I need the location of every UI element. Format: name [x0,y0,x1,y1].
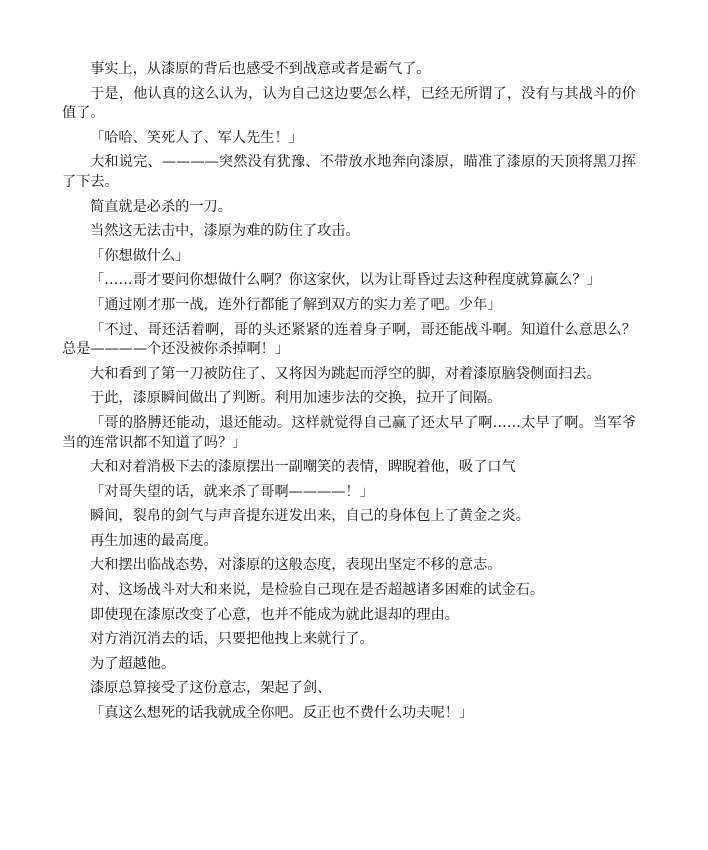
paragraph-3: 「哈哈、笑死人了、军人先生！」 [90,129,303,146]
paragraph-23: 漆原总算接受了这份意志，架起了剑、 [90,680,332,697]
paragraph-15: 「对哥失望的话，就来杀了哥啊————！」 [90,483,374,500]
paragraph-14: 大和对着消极下去的漆原摆出一副嘲笑的表情，睥睨着他，吸了口气 [90,459,516,476]
paragraph-17: 再生加速的最高度。 [90,532,218,549]
paragraph-22: 为了超越他。 [90,655,176,672]
paragraph-19: 对、这场战斗对大和来说，是检验自己现在是否超越诸多困难的试金石。 [90,582,545,599]
paragraph-7: 「你想做什么」 [90,247,190,264]
paragraph-18: 大和摆出临战态势，对漆原的这般态度，表现出坚定不移的意志。 [90,557,502,574]
paragraph-6: 当然这无法击中，漆原为难的防住了攻击。 [90,223,360,240]
paragraph-10: 「不过、哥还活着啊，哥的头还紧紧的连着身子啊，哥还能战斗啊。知道什么意思么？总是————个还没被你杀掉啊！」 [62,321,636,358]
paragraph-24: 「真这么想死的话我就成全你吧。反正也不费什么功夫呢！」 [90,705,474,722]
paragraph-5: 简直就是必杀的一刀。 [90,198,232,215]
paragraph-1: 事实上，从漆原的背后也感受不到战意或者是霸气了。 [90,61,431,77]
paragraph-21: 对方消沉消去的话，只要把他拽上来就行了。 [90,631,374,648]
paragraph-13: 「哥的胳膊还能动，退还能动。这样就觉得自己赢了还太早了啊……太早了啊。当军爷当的连常识都不知道了吗？」 [62,414,636,451]
paragraph-2: 于是，他认真的这么认为，认为自己这边要怎么样，已经无所谓了，没有与其战斗的价值了。 [62,85,636,122]
paragraph-9: 「通过刚才那一战，连外行都能了解到双方的实力差了吧。少年」 [90,296,502,313]
paragraph-11: 大和看到了第一刀被防住了、又将因为跳起而浮空的脚，对着漆原脑袋侧面扫去。 [90,365,601,382]
paragraph-20: 即使现在漆原改变了心意，也并不能成为就此退却的理由。 [90,606,459,623]
paragraph-4: 大和说完、————突然没有犹豫、不带放水地奔向漆原，瞄准了漆原的天顶将黑刀挥了下去。 [62,154,636,190]
paragraph-8: 「……哥才要问你想做什么啊？你这家伙，以为让哥昏过去这种程度就算赢么？」 [90,272,601,289]
paragraph-12: 于此，漆原瞬间做出了判断。利用加速步法的交换，拉开了间隔。 [90,390,502,407]
paragraph-16: 瞬间，裂帛的剑气与声音提东迸发出来，自己的身体包上了黄金之炎。 [90,508,530,525]
document-body [62,60,636,729]
